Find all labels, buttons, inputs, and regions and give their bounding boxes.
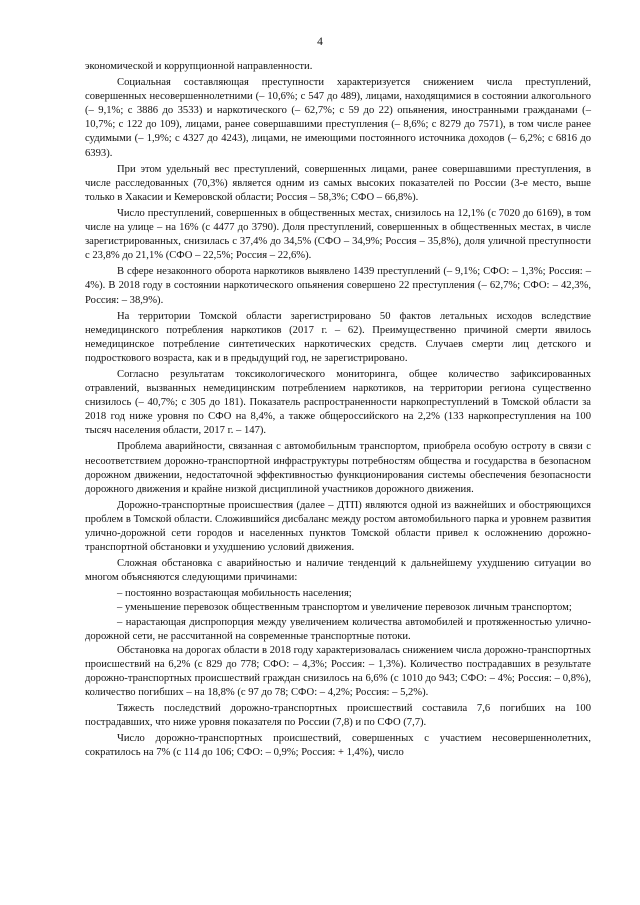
paragraph: Проблема аварийности, связанная с автомобильным транспортом, приобрела особую остроту в связи с несоответствием дорожно-транспортной инфраструктуры потребностям общества и государства в безопасном дорожном движении, недостаточной эффективностью функционирования системы обеспечения безопасности дорожного движения и крайне низкой дисциплиной участников дорожного движения. [85,441,591,495]
paragraph: Обстановка на дорогах области в 2018 году характеризовалась снижением числа дорожно-транспортных происшествий на 6,2% (с 829 до 778; СФО: – 4,3%; Россия: – 1,3%). Количество пострадавших в результате дорожно-транспортных происшествий граждан снизилось на 6,6% (с 1010 до 943; СФО: – 4%; Россия: – 0,8%), количество погибших – на 18,8% (с 97 до 78; СФО: – 4,2%; Россия: – 5,2%). [85,644,591,699]
paragraph: экономической и коррупционной направленности. [85,61,313,72]
page-number: 4 [317,36,323,48]
paragraph: Число преступлений, совершенных в общественных местах, снизилось на 12,1% (с 7020 до 6169), в том числе на улице – на 16% (с 4477 до 3790). Доля преступлений, совершенных в общественных местах, в числе зарегистрированных, снизилась с 37,4% до 34,5% (СФО – 34,9%; Россия – 35,8%), доля уличной преступности с 23,8% до 21,1% (СФО – 22,5%; Россия – 22,6%). [85,207,591,262]
list-item: – постоянно возрастающая мобильность населения; [117,588,352,600]
paragraph: В сфере незаконного оборота наркотиков выявлено 1439 преступлений (– 9,1%; СФО: – 1,3%; Россия: – 4%). В 2018 году в состоянии наркотического опьянения совершено 22 преступления (– 62,7%; СФО: – 42,3%, Россия: – 38,9%). [85,266,591,306]
paragraph: При этом удельный вес преступлений, совершенных лицами, ранее совершавшими преступления, в числе расследованных (70,3%) является одним из самых высоких показателей по России (3-е место, выше только в Хакасии и Кемеровской области; Россия – 58,3%; СФО – 66,8%). [85,163,591,203]
paragraph: Согласно результатам токсикологического мониторинга, общее количество зафиксированных отравлений, вызванных немедицинским потреблением наркотиков, на территории региона существенно снизилось (– 40,7%; с 305 до 181). Показатель распространенности наркопреступлений в Томской области за 2018 год ниже уровня по СФО на 8,4%, а также общероссийского на 2,2% (133 наркопреступления на 100 тысяч населения области, 2017 г. – 147). [85,368,591,437]
list-item: – нарастающая диспропорция между увеличением количества автомобилей и протяженностью улично-дорожной сети, не рассчитанной на современные транспортные потоки. [85,616,591,642]
paragraph: Число дорожно-транспортных происшествий, совершенных с участием несовершеннолетних, сократилось на 7% (с 114 до 106; СФО: – 0,9%; Россия: + 1,4%), число [85,733,591,759]
paragraph: Социальная составляющая преступности характеризуется снижением числа преступлений, совершенных несовершеннолетними (– 10,6%; с 547 до 489), лицами, находящимися в состоянии алкогольного (– 9,1%; с 3886 до 3533) и наркотического (– 62,7%; с 59 до 22) опьянения, иностранными гражданами (– 10,7%; с 122 до 109), лицами, ранее совершавшими преступления (– 8,6%; с 8279 до 7571), в том числе ранее судимыми (– 1,9%; с 4327 до 4243), лицами, не имеющими постоянного источника доходов (– 6,2%; с 6816 до 6393). [85,77,591,159]
paragraph: Дорожно-транспортные происшествия (далее – ДТП) являются одной из важнейших и обостряющихся проблем в Томской области. Сложившийся дисбаланс между ростом автомобильного парка и уровнем развития улично-дорожной сети городов и населенных пунктов Томской области привел к осложнению дорожно-транспортной обстановки и ухудшению условий движения. [85,499,591,554]
list-item: – уменьшение перевозок общественным транспортом и увеличение перевозок личным транспортом; [117,602,572,614]
page-body [85,60,591,763]
paragraph: Тяжесть последствий дорожно-транспортных происшествий составила 7,6 погибших на 100 пострадавших, что ниже уровня показателя по России (7,8) и по СФО (7,7). [85,703,591,729]
paragraph: Сложная обстановка с аварийностью и наличие тенденций к дальнейшему ухудшению ситуации во многом объясняются следующими причинами: [85,558,591,584]
paragraph: На территории Томской области зарегистрировано 50 фактов летальных исходов вследствие немедицинского потребления наркотиков (2017 г. – 62). Преимущественно причиной смерти явилось немедицинское потребление синтетических наркотических средств. Случаев смерти лиц детского и подросткового возраста, как и в предыдущий год, не зарегистрировано. [85,310,591,364]
